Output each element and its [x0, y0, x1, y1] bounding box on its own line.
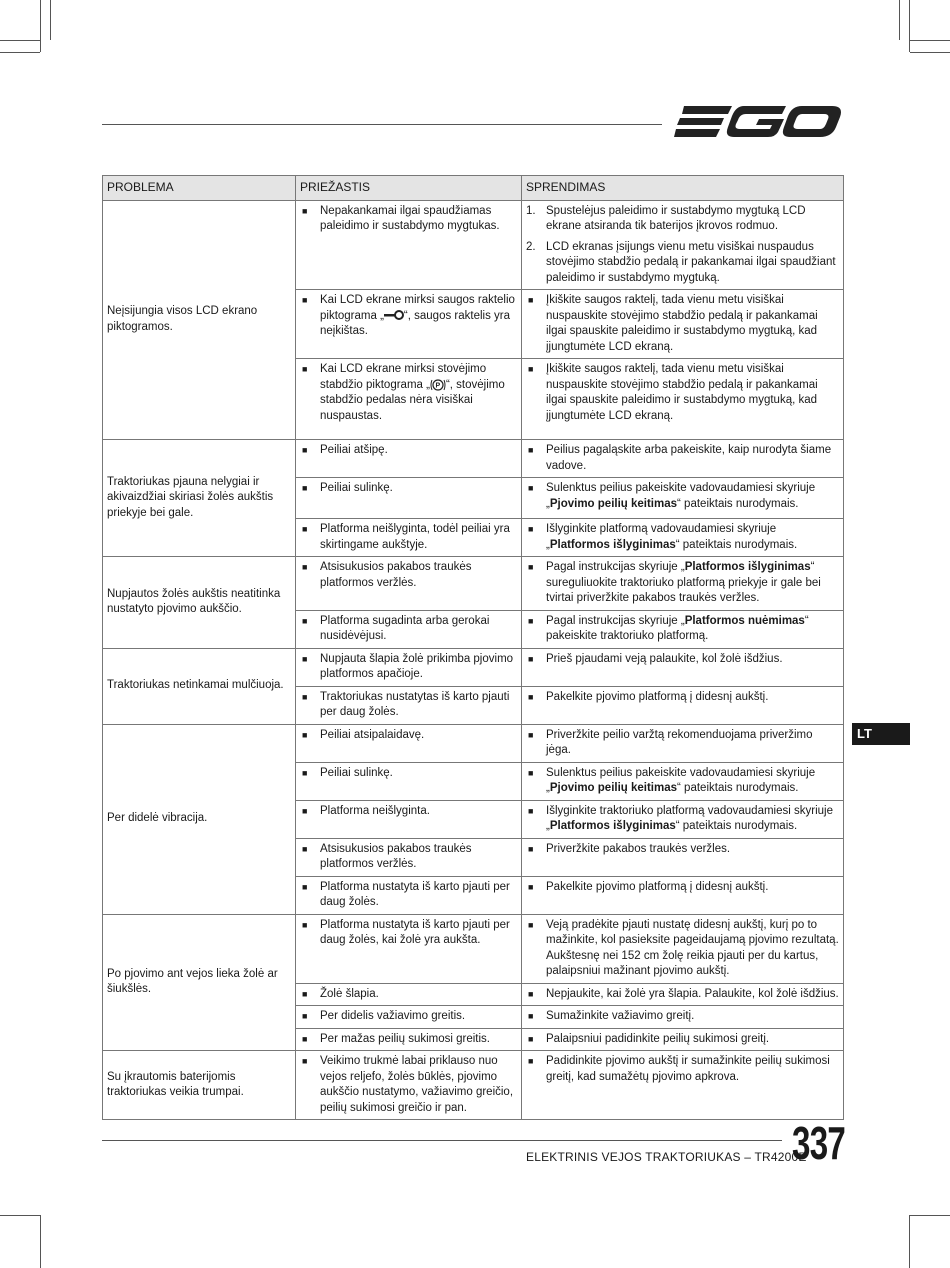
- cause-cell: ■ Platforma nustatyta iš karto pjauti per daug žolės, kai žolė yra aukšta.: [296, 914, 522, 983]
- cause-cell: ■ Peiliai sulinkę.: [296, 762, 522, 800]
- crop-mark: [0, 40, 40, 41]
- table-row: [103, 200, 844, 290]
- cause-cell: ■ Peiliai atsipalaidavę.: [296, 724, 522, 762]
- crop-mark: [909, 0, 910, 52]
- problem-cell: Su įkrautomis baterijomis traktoriukas veikia trumpai.: [103, 1051, 296, 1120]
- header-problem: PROBLEMA: [103, 176, 296, 201]
- crop-mark: [40, 1215, 41, 1268]
- cause-cell: ■ Veikimo trukmė labai priklauso nuo vejos reljefo, žolės būklės, pjovimo aukščio nustatymo, važiavimo greičio, peilių sukimosi greičio ir pan.: [296, 1051, 522, 1120]
- header-cause: PRIEŽASTIS: [296, 176, 522, 201]
- svg-text:P: P: [435, 382, 441, 389]
- solution-cell: ■ Padidinkite pjovimo aukštį ir sumažinkite peilių sukimosi greitį, kad sumažėtų pjovimo apkrova.: [522, 1051, 844, 1120]
- language-tab: LT: [852, 723, 910, 745]
- cause-cell: ■ Platforma sugadinta arba gerokai nusidėvėjusi.: [296, 610, 522, 648]
- crop-mark: [0, 52, 40, 53]
- table-row: [103, 724, 844, 762]
- header-solution: SPRENDIMAS: [522, 176, 844, 201]
- solution-cell: 1. Spustelėjus paleidimo ir sustabdymo mygtuką LCD ekrane atsiranda tik baterijos įkrovos rodmuo. 2. LCD ekranas įsijungs vienu metu visiškai nuspaudus stovėjimo stabdžio pedalą ir pakankamai ilgai spaudžiant paleidimo ir sustabdymo mygtuką.: [522, 200, 844, 290]
- problem-cell: Traktoriukas netinkamai mulčiuoja.: [103, 648, 296, 724]
- cause-cell: ■ Peiliai sulinkę.: [296, 478, 522, 519]
- table-row: [103, 557, 844, 611]
- table-row: [103, 914, 844, 983]
- table-row: [103, 440, 844, 478]
- crop-mark: [910, 1215, 950, 1216]
- solution-cell: ■ Veją pradėkite pjauti nustatę didesnį aukštį, kurį po to mažinkite, kol pasieksite pageidaujamą pjovimo rezultatą. Aukštesnę nei 152 cm žolę reikia pjauti per du kartus, palaipsniui mažinant pjovimo aukštį.: [522, 914, 844, 983]
- solution-cell: ■ Sumažinkite važiavimo greitį.: [522, 1006, 844, 1029]
- cause-cell: ■ Per mažas peilių sukimosi greitis.: [296, 1028, 522, 1051]
- problem-cell: Traktoriukas pjauna nelygiai ir akivaizdžiai skiriasi žolės aukštis priekyje bei gale.: [103, 440, 296, 557]
- cause-cell: ■ Traktoriukas nustatytas iš karto pjauti per daug žolės.: [296, 686, 522, 724]
- problem-cell: Per didelė vibracija.: [103, 724, 296, 914]
- cause-cell: ■ Žolė šlapia.: [296, 983, 522, 1006]
- crop-mark: [910, 52, 950, 53]
- solution-cell: ■ Įkiškite saugos raktelį, tada vienu metu visiškai nuspauskite stovėjimo stabdžio pedalą ir pakankamai ilgai spauskite paleidimo ir sustabdymo mygtuką, kad įjungtumėte LCD ekraną.: [522, 359, 844, 440]
- solution-cell: ■ Prieš pjaudami veją palaukite, kol žolė išdžius.: [522, 648, 844, 686]
- key-icon: [384, 310, 404, 320]
- cause-cell: ■ Platforma nustatyta iš karto pjauti per daug žolės.: [296, 876, 522, 914]
- solution-cell: ■ Įkiškite saugos raktelį, tada vienu metu visiškai nuspauskite stovėjimo stabdžio pedalą ir pakankamai ilgai spauskite paleidimo ir sustabdymo mygtuką, kad įjungtumėte LCD ekraną.: [522, 290, 844, 359]
- table-row: [103, 648, 844, 686]
- solution-cell: ■ Pagal instrukcijas skyriuje „Platformos nuėmimas“ pakeiskite traktoriuko platformą.: [522, 610, 844, 648]
- cause-cell: ■ Platforma neišlyginta.: [296, 800, 522, 838]
- crop-mark: [40, 0, 41, 52]
- parking-brake-icon: [430, 378, 446, 392]
- problem-cell: Nupjautos žolės aukštis neatitinka nustatyto pjovimo aukščio.: [103, 557, 296, 649]
- cause-cell: ■ Kai LCD ekrane mirksi stovėjimo stabdžio piktograma „ P “, stovėjimo stabdžio pedalas nėra visiškai nuspaustas.: [296, 359, 522, 440]
- cause-cell: ■ Peiliai atšipę.: [296, 440, 522, 478]
- footer-rule: [102, 1140, 782, 1141]
- cause-cell: ■ Platforma neišlyginta, todėl peiliai yra skirtingame aukštyje.: [296, 519, 522, 557]
- problem-cell: Po pjovimo ant vejos lieka žolė ar šiukšlės.: [103, 914, 296, 1051]
- solution-cell: ■ Peilius pagaląskite arba pakeiskite, kaip nurodyta šiame vadove.: [522, 440, 844, 478]
- solution-cell: ■ Priveržkite pakabos traukės veržles.: [522, 838, 844, 876]
- solution-cell: ■ Pakelkite pjovimo platformą į didesnį aukštį.: [522, 876, 844, 914]
- solution-cell: ■ Išlyginkite traktoriuko platformą vadovaudamiesi skyriuje „Platformos išlyginimas“ pateiktais nurodymais.: [522, 800, 844, 838]
- page-number: 337: [792, 1117, 846, 1169]
- problem-cell: Neįsijungia visos LCD ekrano piktogramos.: [103, 200, 296, 440]
- cause-cell: ■ Nupjauta šlapia žolė prikimba pjovimo platformos apačioje.: [296, 648, 522, 686]
- ego-logo: [674, 102, 842, 142]
- table-row: [103, 1051, 844, 1120]
- cause-cell: ■ Nepakankamai ilgai spaudžiamas paleidimo ir sustabdymo mygtukas.: [296, 200, 522, 290]
- solution-cell: ■ Palaipsniui padidinkite peilių sukimosi greitį.: [522, 1028, 844, 1051]
- solution-cell: ■ Nepjaukite, kai žolė yra šlapia. Palaukite, kol žolė išdžius.: [522, 983, 844, 1006]
- solution-cell: ■ Pakelkite pjovimo platformą į didesnį aukštį.: [522, 686, 844, 724]
- crop-mark: [0, 1215, 40, 1216]
- cause-cell: ■ Atsisukusios pakabos traukės platformos veržlės.: [296, 838, 522, 876]
- table-header-row: [103, 176, 844, 201]
- crop-mark: [899, 0, 900, 40]
- footer-title: ELEKTRINIS VEJOS TRAKTORIUKAS – TR4200E: [526, 1150, 807, 1164]
- solution-cell: ■ Priveržkite peilio varžtą rekomenduojama priveržimo jėga.: [522, 724, 844, 762]
- solution-cell: ■ Išlyginkite platformą vadovaudamiesi skyriuje „Platformos išlyginimas“ pateiktais nurodymais.: [522, 519, 844, 557]
- solution-cell: ■ Sulenktus peilius pakeiskite vadovaudamiesi skyriuje „Pjovimo peilių keitimas“ pateiktais nurodymais.: [522, 478, 844, 519]
- cause-cell: ■ Kai LCD ekrane mirksi saugos raktelio piktograma „ “, saugos raktelis yra neįkištas.: [296, 290, 522, 359]
- cause-cell: ■ Atsisukusios pakabos traukės platformos veržlės.: [296, 557, 522, 611]
- crop-mark: [50, 0, 51, 40]
- solution-cell: ■ Sulenktus peilius pakeiskite vadovaudamiesi skyriuje „Pjovimo peilių keitimas“ pateiktais nurodymais.: [522, 762, 844, 800]
- cause-cell: ■ Per didelis važiavimo greitis.: [296, 1006, 522, 1029]
- header-rule: [102, 124, 662, 125]
- solution-cell: ■ Pagal instrukcijas skyriuje „Platformos išlyginimas“ sureguliuokite traktoriuko platformą priekyje ir gale bei tvirtai priveržkite pakabos traukės veržles.: [522, 557, 844, 611]
- crop-mark: [910, 40, 950, 41]
- troubleshooting-table: [102, 175, 844, 1120]
- crop-mark: [909, 1215, 910, 1268]
